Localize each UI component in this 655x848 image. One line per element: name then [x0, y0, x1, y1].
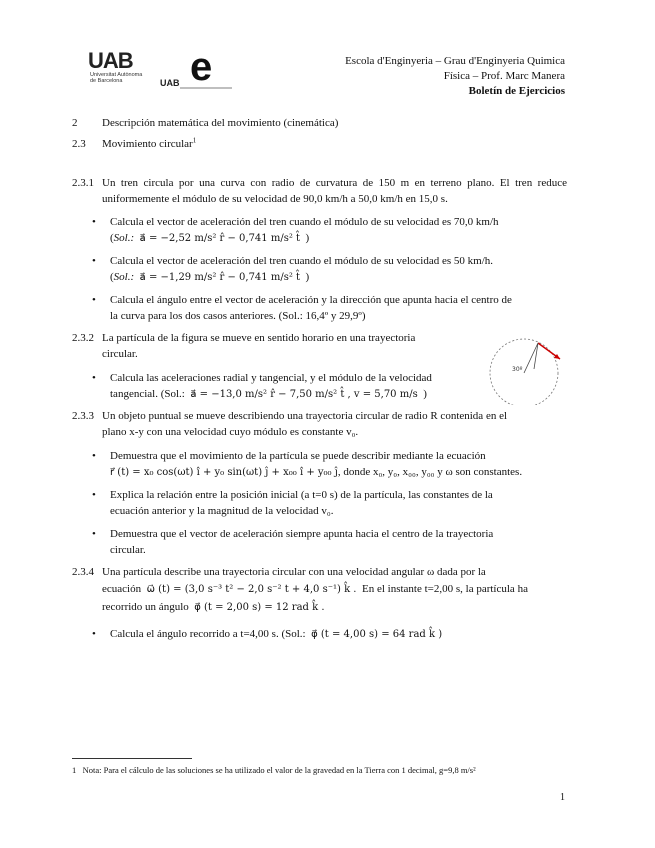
- header-course: Física – Prof. Marc Manera: [443, 70, 565, 82]
- section-number: 2: [72, 117, 78, 129]
- subsection-number: 2.3: [72, 138, 86, 150]
- uab-logo-sub1: Universitat Autònoma: [90, 72, 143, 78]
- ex1-sol-2: a⃗ = −1,29 m/s² r̂ − 0,741 m/s² t̂: [139, 272, 301, 283]
- exercise-2-3-1: [72, 175, 567, 207]
- exercise-number: 2.3.4: [72, 566, 94, 578]
- exercise-2-3-2: [72, 331, 415, 346]
- ex3-bullet-2-line2: ecuación anterior y la magnitud de la velocidad v₀.: [110, 505, 334, 517]
- exercise-line1: Un objeto puntual se mueve describiendo una trayectoria circular de radio R contenida en el: [102, 410, 508, 422]
- engineering-logo-graphic: [160, 46, 240, 96]
- header-school: Escola d'Enginyeria – Grau d'Enginyeria Quimica: [345, 55, 565, 67]
- ex4-sol: φ⃗ (t = 4,00 s) = 64 rad k̂ ): [311, 629, 443, 640]
- exercise-number: 2.3.2: [72, 332, 94, 344]
- ex3-line2: plano x-y con una velocidad cuyo módulo es constante v₀.: [102, 426, 359, 438]
- circle-figure: [478, 335, 570, 405]
- footnote-text: Nota: Para el cálculo de las soluciones se ha utilizado el valor de la gravedad en la Tierra con 1 decimal, g=9,8 m/s²: [82, 765, 476, 775]
- section-title: Descripción matemática del movimiento (cinemática): [102, 117, 339, 129]
- ex2-sol-prefix: tangencial. (Sol.:: [110, 388, 185, 400]
- exercise-text: Un tren circula por una curva con radio de curvatura de 150 m en terreno plano. El tren reduce uniformemente el módulo de su velocidad de 90,0 km/h a 50,0 km/h en 15,0 s.: [102, 177, 567, 205]
- ex3-bullet-2-line1: Explica la relación entre la posición inicial (a t=0 s) de la partícula, las constantes de la: [110, 489, 493, 501]
- ex4-line2-post: En el instante t=2,00 s, la partícula ha: [361, 583, 528, 595]
- exercise-number: 2.3.1: [72, 177, 94, 189]
- ex3-equation: r⃗ (t) = x₀ cos(ωt) î + y₀ sin(ωt) ĵ + x₀₀ î + y₀₀ ĵ: [110, 467, 338, 478]
- ex4-bullet-1-text: [110, 626, 442, 643]
- ex4-line2-pre: ecuación: [102, 583, 142, 595]
- ex1-bullet-3-line1: Calcula el ángulo entre el vector de aceleración y la dirección que apunta hacia el centro de: [110, 294, 512, 306]
- ex3-bullet-1-equation: [110, 464, 522, 481]
- ex4-line3-pre: recorrido un ángulo: [102, 601, 189, 613]
- uab-logo-subtitle: [90, 72, 158, 84]
- ex1-bullet-1-solution: (Sol.: a⃗ = −2,52 m/s² r̂ − 0,741 m/s² t̂ ): [110, 232, 310, 244]
- exercise-line1: Una partícula describe una trayectoria circular con una velocidad angular ω dada por la: [102, 566, 486, 578]
- section-heading: [72, 116, 338, 131]
- ex4-line2: [102, 582, 528, 597]
- footnote-ref: 1: [192, 136, 197, 145]
- ex1-sol-1: a⃗ = −2,52 m/s² r̂ − 0,741 m/s² t̂: [139, 233, 301, 244]
- ex4-sol-prefix: Calcula el ángulo recorrido a t=4,00 s. (Sol.:: [110, 628, 306, 640]
- exercise-number: 2.3.3: [72, 410, 94, 422]
- exercise-line1: La partícula de la figura se mueve en sentido horario en una trayectoria: [102, 332, 416, 344]
- ex3-bullet-3-line2: circular.: [110, 544, 146, 556]
- footnote: [72, 764, 476, 776]
- uab-logo-sub2: de Barcelona: [90, 78, 123, 84]
- angle-label: 30º: [512, 366, 523, 373]
- ex1-bullet-3-line2: la curva para los dos casos anteriores. (Sol.: 16,4º y 29,9º): [110, 310, 366, 322]
- uab-logo-mark: UAB: [88, 48, 133, 73]
- ex1-bullet-2-text: Calcula el vector de aceleración del tren cuando el módulo de su velocidad es 50 km/h.: [110, 255, 494, 267]
- ex2-sol: a⃗ = −13,0 m/s² r̂ − 7,50 m/s² t̂ , v = 5,70 m/s: [190, 389, 418, 400]
- document-header: [345, 54, 565, 99]
- engineering-logo-letter: e: [190, 46, 213, 89]
- ex1-bullet-1-text: Calcula el vector de aceleración del tren cuando el módulo de su velocidad es 70,0 km/h: [110, 216, 499, 228]
- engineering-logo-text: UAB: [160, 78, 180, 88]
- ex3-bullet-1-text: Demuestra que el movimiento de la partícula se puede describir mediante la ecuación: [110, 450, 486, 462]
- ex3-bullet-3-line1: Demuestra que el vector de aceleración siempre apunta hacia el centro de la trayectoria: [110, 528, 494, 540]
- uab-logo: [88, 50, 158, 84]
- footnote-separator: [72, 758, 192, 759]
- ex4-line3: [102, 600, 325, 615]
- circular-path: [490, 339, 558, 405]
- ex4-omega-equation: ω⃗ (t) = (3,0 s⁻³ t² − 2,0 s⁻² t + 4,0 s⁻¹) k̂ .: [146, 584, 357, 595]
- header-title: Boletín de Ejercicios: [468, 85, 565, 97]
- ex2-bullet-1-text: Calcula las aceleraciones radial y tangencial, y el módulo de la velocidad: [110, 372, 432, 384]
- ex2-bullet-1-solution: tangencial. (Sol.: a⃗ = −13,0 m/s² r̂ − 7,50 m/s² t̂ , v = 5,70 m/s ): [110, 388, 427, 400]
- footnote-number: 1: [72, 765, 77, 775]
- page-number: 1: [560, 792, 565, 803]
- subsection-title: Movimiento circular: [102, 138, 193, 150]
- ex1-bullet-2-solution: (Sol.: a⃗ = −1,29 m/s² r̂ − 0,741 m/s² t̂ ): [110, 271, 310, 283]
- subsection-heading: [72, 137, 196, 152]
- ex3-equation-tail: , donde x₀, y₀, x₀₀, y₀₀ y ω son constantes.: [337, 466, 523, 478]
- ex2-line2: circular.: [102, 348, 138, 360]
- exercise-2-3-3: [72, 409, 507, 424]
- engineering-logo: [160, 46, 240, 96]
- exercise-2-3-4: [72, 565, 486, 580]
- ex4-phi-equation: φ⃗ (t = 2,00 s) = 12 rad k̂ .: [194, 602, 325, 613]
